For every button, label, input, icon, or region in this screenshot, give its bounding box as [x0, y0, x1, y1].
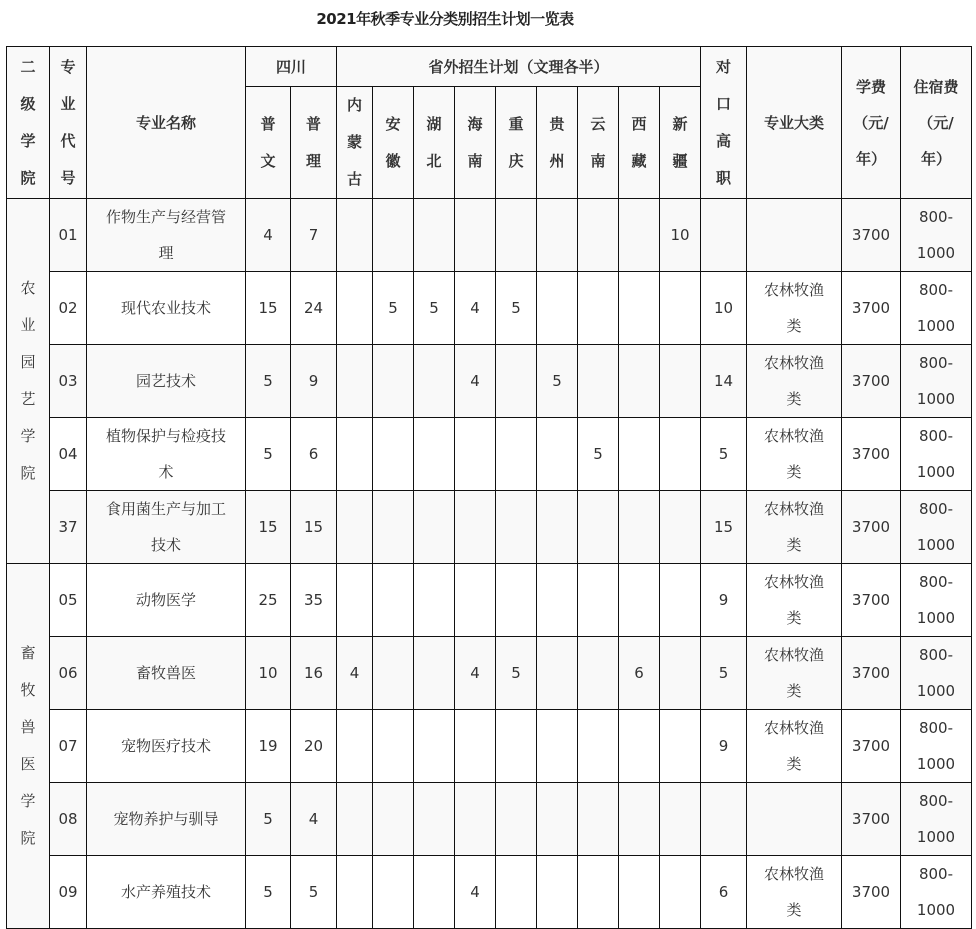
- header-sichuan: 四川: [246, 47, 337, 87]
- province-quota: [619, 272, 660, 345]
- province-quota: 5: [578, 418, 619, 491]
- province-quota: [455, 491, 496, 564]
- major-category: 农林牧渔 类: [747, 491, 842, 564]
- province-quota: [373, 856, 414, 929]
- table-row: [7, 418, 972, 491]
- province-quota: [414, 783, 455, 856]
- duikou-quota: 5: [701, 418, 747, 491]
- tuition: 3700: [842, 491, 901, 564]
- province-quota: [537, 272, 578, 345]
- major-code: 07: [50, 710, 87, 783]
- table-row: [7, 491, 972, 564]
- province-quota: [660, 345, 701, 418]
- province-quota: [660, 272, 701, 345]
- sichuan-li: 6: [291, 418, 337, 491]
- tuition: 3700: [842, 345, 901, 418]
- province-quota: [455, 564, 496, 637]
- sichuan-wen: 10: [246, 637, 291, 710]
- province-quota: 6: [619, 637, 660, 710]
- province-quota: [537, 783, 578, 856]
- major-category: 农林牧渔 类: [747, 564, 842, 637]
- province-quota: [496, 710, 537, 783]
- province-quota: [578, 272, 619, 345]
- duikou-quota: [701, 199, 747, 272]
- duikou-quota: 9: [701, 710, 747, 783]
- province-quota: 4: [455, 345, 496, 418]
- sichuan-wen: 5: [246, 856, 291, 929]
- province-quota: [373, 637, 414, 710]
- province-quota: [578, 345, 619, 418]
- province-quota: 4: [455, 637, 496, 710]
- province-quota: [619, 491, 660, 564]
- sichuan-wen: 19: [246, 710, 291, 783]
- province-quota: [660, 783, 701, 856]
- sichuan-li: 5: [291, 856, 337, 929]
- province-quota: [660, 564, 701, 637]
- province-quota: [619, 710, 660, 783]
- tuition: 3700: [842, 564, 901, 637]
- province-quota: [537, 710, 578, 783]
- province-quota: [337, 272, 373, 345]
- header-dorm-fee: 住宿费 （元/ 年）: [901, 47, 972, 199]
- province-quota: [578, 710, 619, 783]
- major-name: 植物保护与检疫技 术: [87, 418, 246, 491]
- major-category: [747, 783, 842, 856]
- duikou-quota: 10: [701, 272, 747, 345]
- province-quota: [578, 564, 619, 637]
- table-row: [7, 345, 972, 418]
- province-quota: [414, 345, 455, 418]
- major-name: 现代农业技术: [87, 272, 246, 345]
- province-quota: [619, 856, 660, 929]
- tuition: 3700: [842, 710, 901, 783]
- tuition: 3700: [842, 418, 901, 491]
- province-quota: [496, 783, 537, 856]
- province-quota: [537, 199, 578, 272]
- page-title: 2021年秋季专业分类别招生计划一览表: [316, 10, 574, 28]
- province-quota: [578, 783, 619, 856]
- province-quota: [337, 783, 373, 856]
- province-quota: [455, 783, 496, 856]
- major-name: 园艺技术: [87, 345, 246, 418]
- major-code: 37: [50, 491, 87, 564]
- header-province-yunnan: 云南: [578, 87, 619, 199]
- province-quota: 4: [337, 637, 373, 710]
- major-name: 作物生产与经营管 理: [87, 199, 246, 272]
- province-quota: [455, 199, 496, 272]
- province-quota: [578, 199, 619, 272]
- sichuan-wen: 25: [246, 564, 291, 637]
- major-code: 02: [50, 272, 87, 345]
- header-province-chongqing: 重庆: [496, 87, 537, 199]
- province-quota: [496, 491, 537, 564]
- province-quota: [337, 491, 373, 564]
- major-name: 动物医学: [87, 564, 246, 637]
- major-name: 宠物医疗技术: [87, 710, 246, 783]
- province-quota: [373, 783, 414, 856]
- major-category: 农林牧渔 类: [747, 856, 842, 929]
- major-code: 04: [50, 418, 87, 491]
- table-row: [7, 783, 972, 856]
- major-code: 05: [50, 564, 87, 637]
- province-quota: [455, 710, 496, 783]
- header-province-guizhou: 贵州: [537, 87, 578, 199]
- province-quota: 10: [660, 199, 701, 272]
- province-quota: [337, 199, 373, 272]
- header-province-neimenggu: 内蒙古: [337, 87, 373, 199]
- major-category: 农林牧渔 类: [747, 710, 842, 783]
- sichuan-wen: 4: [246, 199, 291, 272]
- tuition: 3700: [842, 856, 901, 929]
- header-sichuan-li: 普理: [291, 87, 337, 199]
- province-quota: [619, 564, 660, 637]
- table-row: [7, 710, 972, 783]
- major-code: 01: [50, 199, 87, 272]
- province-quota: [414, 856, 455, 929]
- major-category: 农林牧渔 类: [747, 637, 842, 710]
- province-quota: [337, 564, 373, 637]
- header-duikou: 对口高职: [701, 47, 747, 199]
- sichuan-li: 7: [291, 199, 337, 272]
- province-quota: 5: [414, 272, 455, 345]
- major-name: 食用菌生产与加工 技术: [87, 491, 246, 564]
- enrollment-plan-table: [6, 46, 972, 929]
- header-province-xinjiang: 新疆: [660, 87, 701, 199]
- major-code: 08: [50, 783, 87, 856]
- college-cell: 畜牧兽医学院: [7, 564, 50, 929]
- province-quota: [496, 199, 537, 272]
- header-category: 专业大类: [747, 47, 842, 199]
- province-quota: [414, 199, 455, 272]
- province-quota: [337, 856, 373, 929]
- header-tuition: 学费 （元/ 年）: [842, 47, 901, 199]
- sichuan-li: 16: [291, 637, 337, 710]
- dorm-fee: 800- 1000: [901, 564, 972, 637]
- dorm-fee: 800- 1000: [901, 199, 972, 272]
- province-quota: [414, 710, 455, 783]
- province-quota: [337, 418, 373, 491]
- dorm-fee: 800- 1000: [901, 272, 972, 345]
- major-category: [747, 199, 842, 272]
- table-row: [7, 199, 972, 272]
- province-quota: [455, 418, 496, 491]
- province-quota: 4: [455, 856, 496, 929]
- province-quota: [373, 491, 414, 564]
- duikou-quota: 15: [701, 491, 747, 564]
- province-quota: 5: [496, 272, 537, 345]
- header-code: 专业代号: [50, 47, 87, 199]
- tuition: 3700: [842, 637, 901, 710]
- province-quota: [537, 564, 578, 637]
- dorm-fee: 800- 1000: [901, 783, 972, 856]
- province-quota: [373, 199, 414, 272]
- duikou-quota: 14: [701, 345, 747, 418]
- province-quota: [496, 418, 537, 491]
- table-row: [7, 272, 972, 345]
- province-quota: [496, 564, 537, 637]
- province-quota: 5: [373, 272, 414, 345]
- sichuan-li: 35: [291, 564, 337, 637]
- province-quota: [496, 856, 537, 929]
- major-name: 宠物养护与驯导: [87, 783, 246, 856]
- tuition: 3700: [842, 272, 901, 345]
- province-quota: [414, 637, 455, 710]
- header-outside-province: 省外招生计划（文理各半）: [337, 47, 701, 87]
- province-quota: [537, 637, 578, 710]
- major-category: 农林牧渔 类: [747, 418, 842, 491]
- province-quota: [496, 345, 537, 418]
- dorm-fee: 800- 1000: [901, 491, 972, 564]
- sichuan-wen: 15: [246, 272, 291, 345]
- sichuan-wen: 15: [246, 491, 291, 564]
- province-quota: [373, 418, 414, 491]
- province-quota: [537, 491, 578, 564]
- province-quota: [660, 637, 701, 710]
- duikou-quota: 6: [701, 856, 747, 929]
- sichuan-wen: 5: [246, 345, 291, 418]
- dorm-fee: 800- 1000: [901, 637, 972, 710]
- header-province-xizang: 西藏: [619, 87, 660, 199]
- province-quota: [414, 491, 455, 564]
- duikou-quota: [701, 783, 747, 856]
- province-quota: [660, 418, 701, 491]
- province-quota: [578, 637, 619, 710]
- sichuan-wen: 5: [246, 418, 291, 491]
- province-quota: [619, 783, 660, 856]
- sichuan-li: 24: [291, 272, 337, 345]
- major-name: 水产养殖技术: [87, 856, 246, 929]
- dorm-fee: 800- 1000: [901, 710, 972, 783]
- province-quota: [578, 856, 619, 929]
- province-quota: [537, 856, 578, 929]
- sichuan-wen: 5: [246, 783, 291, 856]
- sichuan-li: 20: [291, 710, 337, 783]
- dorm-fee: 800- 1000: [901, 856, 972, 929]
- province-quota: [660, 856, 701, 929]
- sichuan-li: 9: [291, 345, 337, 418]
- sichuan-li: 15: [291, 491, 337, 564]
- province-quota: [578, 491, 619, 564]
- dorm-fee: 800- 1000: [901, 418, 972, 491]
- major-name: 畜牧兽医: [87, 637, 246, 710]
- sichuan-li: 4: [291, 783, 337, 856]
- province-quota: [660, 491, 701, 564]
- province-quota: [337, 710, 373, 783]
- table-row: [7, 564, 972, 637]
- province-quota: [619, 345, 660, 418]
- province-quota: [337, 345, 373, 418]
- table-row: [7, 637, 972, 710]
- province-quota: [373, 345, 414, 418]
- province-quota: [373, 564, 414, 637]
- province-quota: [660, 710, 701, 783]
- province-quota: [414, 418, 455, 491]
- major-category: 农林牧渔 类: [747, 345, 842, 418]
- header-province-hubei: 湖北: [414, 87, 455, 199]
- header-province-hainan: 海南: [455, 87, 496, 199]
- major-code: 06: [50, 637, 87, 710]
- header-sichuan-wen: 普文: [246, 87, 291, 199]
- major-code: 09: [50, 856, 87, 929]
- header-name: 专业名称: [87, 47, 246, 199]
- duikou-quota: 9: [701, 564, 747, 637]
- duikou-quota: 5: [701, 637, 747, 710]
- province-quota: 5: [537, 345, 578, 418]
- college-cell: 农业园艺学院: [7, 199, 50, 564]
- dorm-fee: 800- 1000: [901, 345, 972, 418]
- province-quota: [619, 418, 660, 491]
- province-quota: [537, 418, 578, 491]
- major-category: 农林牧渔 类: [747, 272, 842, 345]
- province-quota: [373, 710, 414, 783]
- province-quota: [619, 199, 660, 272]
- province-quota: [414, 564, 455, 637]
- province-quota: 4: [455, 272, 496, 345]
- header-college: 二级学院: [7, 47, 50, 199]
- province-quota: 5: [496, 637, 537, 710]
- table-row: [7, 856, 972, 929]
- tuition: 3700: [842, 199, 901, 272]
- major-code: 03: [50, 345, 87, 418]
- tuition: 3700: [842, 783, 901, 856]
- header-province-anhui: 安徽: [373, 87, 414, 199]
